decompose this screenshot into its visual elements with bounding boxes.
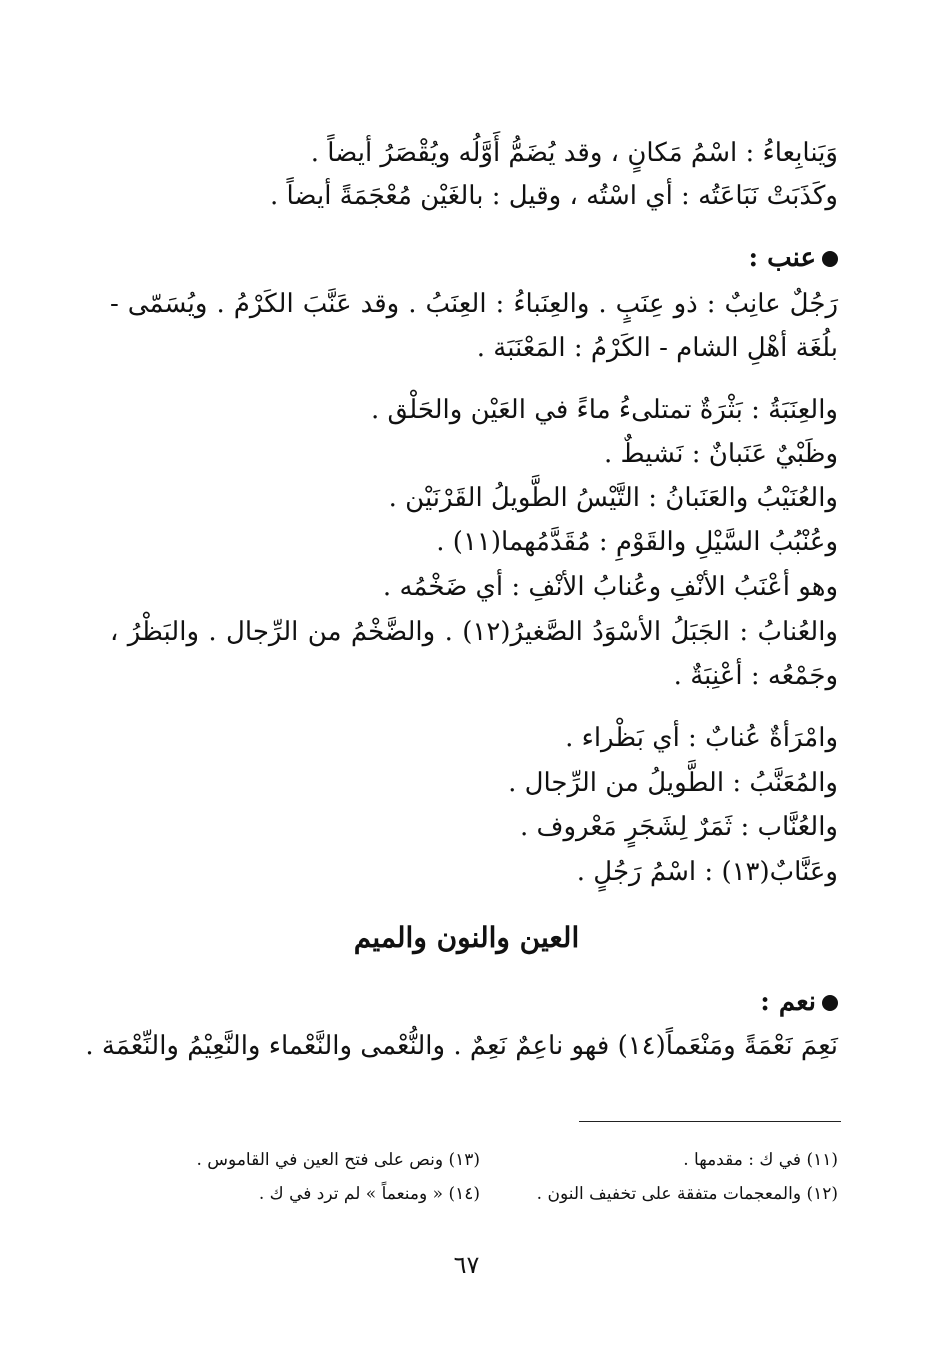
text-line: وامْرَأةٌ عُنابٌ : أي بَظْراء . — [565, 723, 838, 753]
footnote-14: (١٤) « ومنعماً » لم ترد في ك . — [258, 1184, 480, 1204]
text-line: والعُنَيْبُ والعَنَبانُ : التَّيْسُ الطَّويلُ القَرْنَيْن . — [388, 483, 838, 513]
footnote-13: (١٣) ونص على فتح العين في القاموس . — [196, 1150, 480, 1170]
bullet-icon — [822, 251, 838, 267]
page-number: ٦٧ — [453, 1251, 480, 1279]
entry-heading-anb — [748, 238, 838, 278]
bullet-icon — [822, 995, 838, 1011]
text-line: والعِنَبَةُ : بَثْرَةٌ تمتلىءُ ماءً في العَيْن والحَلْق . — [371, 395, 838, 425]
text-line: وَيَنابِعاءُ : اسْمُ مَكانٍ ، وقد يُضَمُّ أَوَّلُه ويُقْصَرُ أيضاً . — [310, 138, 838, 168]
text-line: وجَمْعُه : أعْنِبَةٌ . — [673, 661, 838, 691]
text-line: وعَنَّابٌ(١٣) : اسْمُ رَجُلٍ . — [576, 857, 838, 887]
footnote-separator — [579, 1121, 841, 1122]
text-line: وعُنْبُبُ السَّيْلِ والقَوْمِ : مُقَدَّمُهما(١١) . — [436, 527, 838, 557]
text-line: وهو أعْنَبُ الأنْفِ وعُنابُ الأنْفِ : أي ضَخْمُه . — [382, 572, 838, 602]
footnote-11: (١١) في ك : مقدمها . — [683, 1150, 838, 1170]
footnote-12: (١٢) والمعجمات متفقة على تخفيف النون . — [536, 1184, 838, 1204]
text-line: والعُنَّاب : ثَمَرٌ لِشَجَرٍ مَعْروف . — [519, 812, 838, 842]
text-line: وكَذَبَتْ نَبَاعَتُه : أي اسْتُه ، وقيل : بالغَيْن مُعْجَمَةً أيضاً . — [269, 181, 838, 211]
text-line: بلُغَة أهْلِ الشام - الكَرْمُ : المَعْنَبَة . — [476, 333, 838, 363]
text-line: نَعِمَ نَعْمَةً ومَنْعَماً(١٤) فهو ناعِمٌ نَعِمٌ . والنُّعْمى والنَّعْماء والنَّعِيْمُ والنِّعْمَة . — [85, 1031, 838, 1061]
text-line: رَجُلٌ عانِبٌ : ذو عِنَبٍ . والعِنَباءُ : العِنَبُ . وقد عَنَّبَ الكَرْمُ . ويُسَمّى - — [110, 289, 838, 319]
entry-heading-nam — [760, 982, 838, 1022]
text-line: وظَبْيٌ عَنَبانٌ : نَشيطٌ . — [603, 439, 838, 469]
text-line: والعُنابُ : الجَبَلُ الأسْوَدُ الصَّغيرُ(١٢) . والضَّخْمُ من الرِّجال . والبَظْرُ ، — [110, 617, 838, 647]
entry-heading-label: نعم : — [760, 987, 816, 1017]
section-title: العين والنون والميم — [353, 921, 580, 954]
entry-heading-label: عنب : — [748, 243, 816, 273]
text-line: والمُعَنَّبُ : الطَّويلُ من الرِّجال . — [508, 768, 838, 798]
